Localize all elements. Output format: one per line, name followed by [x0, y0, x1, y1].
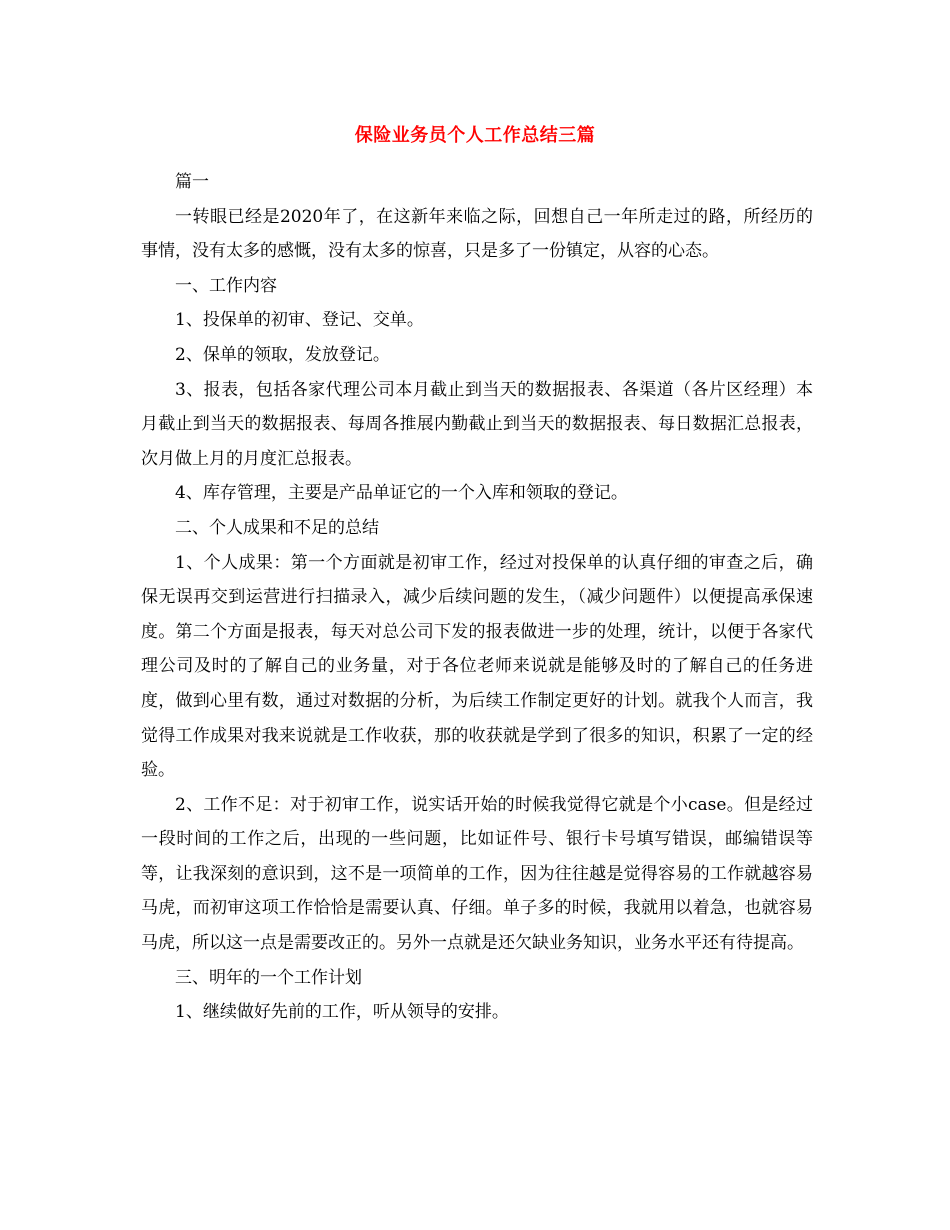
list-item: 1、投保单的初审、登记、交单。 [175, 310, 424, 331]
list-item: 1、继续做好先前的工作，听从领导的安排。 [175, 1002, 509, 1023]
document-title: 保险业务员个人工作总结三篇 [354, 125, 596, 146]
section-heading: 二、个人成果和不足的总结 [175, 517, 379, 538]
section-heading: 一、工作内容 [175, 275, 277, 296]
list-item: 4、库存管理，主要是产品单证它的一个入库和领取的登记。 [175, 483, 628, 504]
section-heading: 篇一 [175, 172, 209, 192]
list-item: 2、工作不足：对于初审工作，说实话开始的时候我觉得它就是个小case。但是经过一段时间的工作之后，出现的一些问题，比如证件号、银行卡号填写错误，邮编错误等等，让我深刻的意识到，这不是一项简单的工作，因为往往越是觉得容易的工作就越容易马虎，而初审这项工作恰恰是需要认真、仔细。单子多的时候，我就用以着急，也就容易马虎，所以这一点是需要改正的。另外一点就是还欠缺业务知识，业务水平还有待提高。 [141, 794, 813, 954]
list-item: 1、个人成果：第一个方面就是初审工作，经过对投保单的认真仔细的审查之后，确保无误再交到运营进行扫描录入，减少后续问题的发生，（减少问题件）以便提高承保速度。第二个方面是报表，每天对总公司下发的报表做进一步的处理，统计，以便于各家代理公司及时的了解自己的业务量，对于各位老师来说就是能够及时的了解自己的任务进度，做到心里有数，通过对数据的分析，为后续工作制定更好的计划。就我个人而言，我觉得工作成果对我来说就是工作收获，那的收获就是学到了很多的知识，积累了一定的经验。 [141, 552, 813, 781]
list-item: 2、保单的领取，发放登记。 [175, 344, 390, 365]
document-body [141, 165, 813, 1030]
list-item: 3、报表，包括各家代理公司本月截止到当天的数据报表、各渠道（各片区经理）本月截止到当天的数据报表、每周各推展内勤截止到当天的数据报表、每日数据汇总报表，次月做上月的月度汇总报表。 [141, 379, 813, 469]
section-heading: 三、明年的一个工作计划 [175, 967, 362, 988]
paragraph: 一转眼已经是2020年了，在这新年来临之际，回想自己一年所走过的路，所经历的事情，没有太多的感慨，没有太多的惊喜，只是多了一份镇定，从容的心态。 [141, 206, 813, 262]
